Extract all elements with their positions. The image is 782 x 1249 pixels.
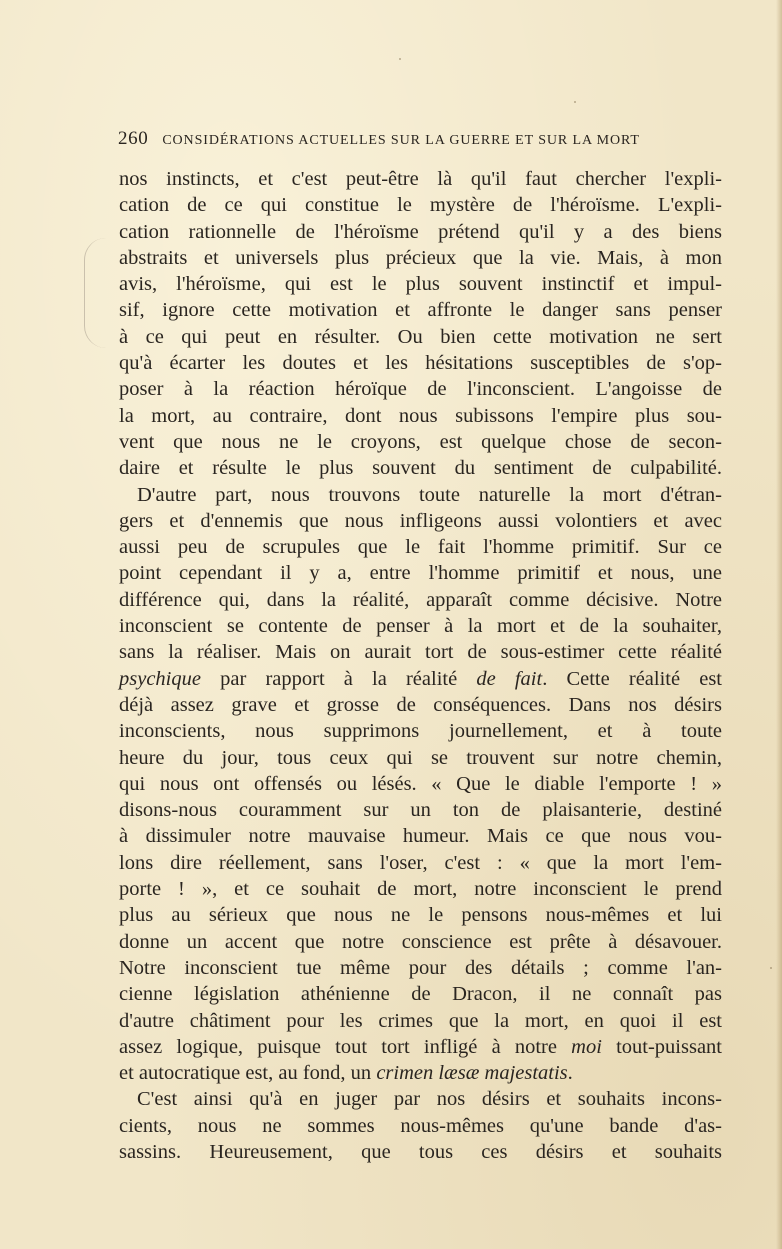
text-line: cation de ce qui constitue le mystère de l'héroïsme. L'expli- bbox=[119, 194, 722, 217]
italic-segment: moi bbox=[571, 1035, 602, 1058]
line-segment: assez logique, puisque tout tort infligé à notre bbox=[119, 1035, 572, 1058]
page-number: 260 bbox=[118, 128, 149, 149]
text-line: gers et d'ennemis que nous infligeons aussi volontiers et avec bbox=[119, 509, 722, 532]
body-text bbox=[119, 166, 722, 1165]
text-line: plus au sérieux que nous ne le pensons nous-mêmes et lui bbox=[119, 904, 722, 927]
text-line: donne un accent que notre conscience est prête à désavouer. bbox=[119, 930, 722, 953]
text-line: Notre inconscient tue même pour des détails ; comme l'an- bbox=[119, 956, 722, 979]
text-line: poser à la réaction héroïque de l'inconscient. L'angoisse de bbox=[119, 378, 722, 401]
paragraph-start-line: C'est ainsi qu'à en juger par nos désirs et souhaits incons- bbox=[137, 1088, 722, 1111]
line-segment: . Cette réalité est bbox=[542, 667, 722, 690]
text-line: inconscients, nous supprimons journellement, et à toute bbox=[119, 720, 722, 743]
text-line: sassins. Heureusement, que tous ces désirs et souhaits bbox=[119, 1140, 722, 1163]
text-line: nos instincts, et c'est peut-être là qu'il faut chercher l'expli- bbox=[119, 168, 722, 190]
text-line: cation rationnelle de l'héroïsme prétend qu'il y a des biens bbox=[119, 220, 722, 243]
italic-segment: crimen læsæ majestatis bbox=[376, 1062, 568, 1085]
text-line: aussi peu de scrupules que le fait l'homme primitif. Sur ce bbox=[119, 536, 722, 559]
italic-segment: psychique bbox=[119, 667, 201, 690]
line-segment: par rapport à la réalité bbox=[200, 667, 477, 690]
text-line: porte ! », et ce souhait de mort, notre inconscient le prend bbox=[119, 878, 722, 901]
text-line: heure du jour, tous ceux qui se trouvent sur notre chemin, bbox=[119, 746, 722, 769]
line-segment: . bbox=[567, 1062, 573, 1085]
line-segment: tout-puissant bbox=[601, 1035, 722, 1058]
text-line: cienne législation athénienne de Dracon, il ne connaît pas bbox=[119, 983, 722, 1006]
text-line: vent que nous ne le croyons, est quelque chose de secon- bbox=[119, 430, 722, 453]
text-line: différence qui, dans la réalité, apparaît comme décisive. Notre bbox=[119, 588, 722, 611]
text-line: d'autre châtiment pour les crimes que la mort, en quoi il est bbox=[119, 1009, 722, 1032]
running-header bbox=[118, 128, 722, 150]
text-line: cients, nous ne sommes nous-mêmes qu'une bande d'as- bbox=[119, 1114, 722, 1137]
text-line: abstraits et universels plus précieux que la vie. Mais, à mon bbox=[119, 246, 722, 269]
text-line: sif, ignore cette motivation et affronte le danger sans penser bbox=[119, 299, 722, 322]
text-line: la mort, au contraire, dont nous subissons l'empire plus sou- bbox=[119, 404, 722, 427]
text-line: qui nous ont offensés ou lésés. « Que le diable l'emporte ! » bbox=[119, 772, 722, 795]
paragraph-end-line bbox=[119, 1060, 722, 1086]
text-line: à ce qui peut en résulter. Ou bien cette motivation ne sert bbox=[119, 325, 722, 348]
running-title: CONSIDÉRATIONS ACTUELLES SUR LA GUERRE ET SUR LA MORT bbox=[162, 133, 640, 148]
text-line: disons-nous couramment sur un ton de plaisanterie, destiné bbox=[119, 799, 722, 822]
text-line: sans la réaliser. Mais on aurait tort de sous-estimer cette réalité bbox=[119, 641, 722, 664]
text-line: avis, l'héroïsme, qui est le plus souvent instinctif et impul- bbox=[119, 273, 722, 296]
page-edge-shadow bbox=[776, 0, 782, 1249]
paper-speck bbox=[399, 58, 401, 60]
text-line-mixed bbox=[119, 666, 722, 692]
text-line: inconscient se contente de penser à la mort et de la souhaiter, bbox=[119, 615, 722, 638]
italic-segment: de fait bbox=[476, 667, 543, 690]
pencil-margin-mark bbox=[84, 238, 107, 348]
text-line: lons dire réellement, sans l'oser, c'est : « que la mort l'em- bbox=[119, 851, 722, 874]
text-line: déjà assez grave et grosse de conséquences. Dans nos désirs bbox=[119, 693, 722, 716]
text-line-mixed bbox=[119, 1034, 722, 1060]
text-line: daire et résulte le plus souvent du sentiment de culpabilité. bbox=[119, 457, 722, 480]
line-segment: et autocratique est, au fond, un bbox=[119, 1062, 377, 1085]
text-line: point cependant il y a, entre l'homme primitif et nous, une bbox=[119, 562, 722, 585]
paragraph-start-line: D'autre part, nous trouvons toute naturelle la mort d'étran- bbox=[137, 483, 722, 506]
text-line: qu'à écarter les doutes et les hésitations susceptibles de s'op- bbox=[119, 352, 722, 375]
paper-speck bbox=[574, 101, 576, 103]
text-line: à dissimuler notre mauvaise humeur. Mais ce que nous vou- bbox=[119, 825, 722, 848]
paper-speck bbox=[770, 967, 772, 969]
